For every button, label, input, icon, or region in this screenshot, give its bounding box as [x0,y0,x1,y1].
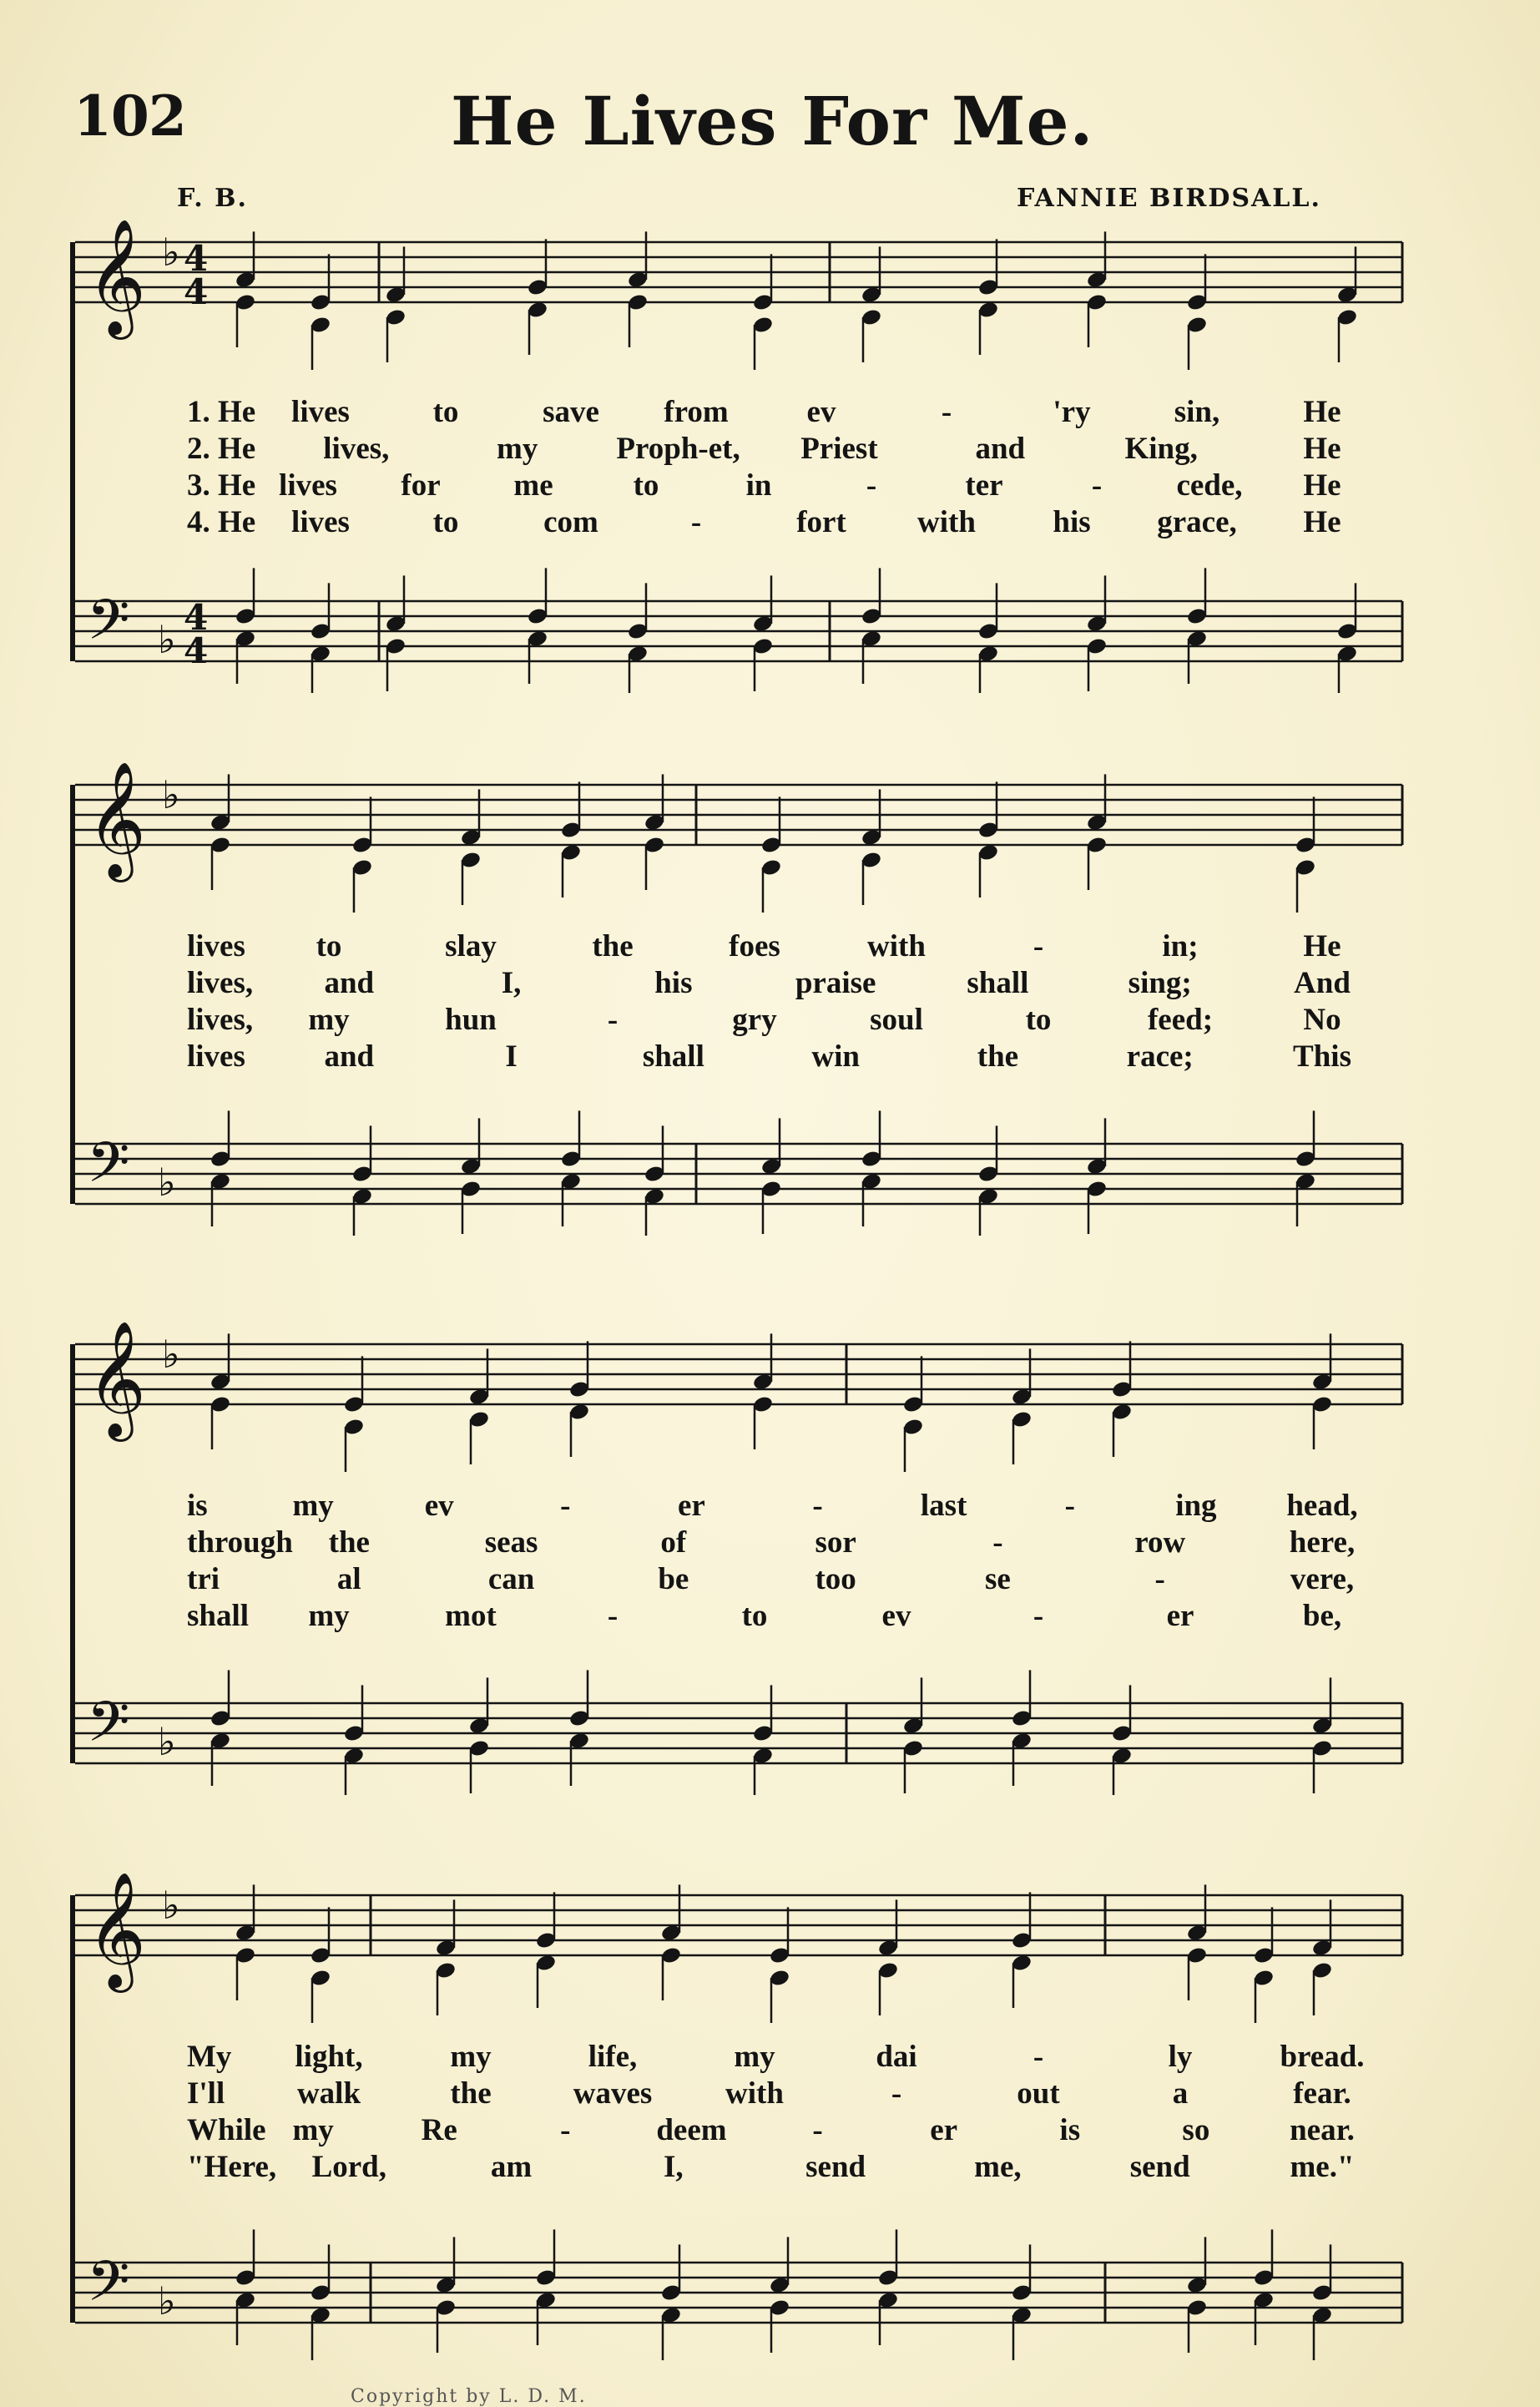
lyric-syllable: near. [1290,2113,1355,2147]
lyric-syllable: - [1154,1562,1165,1596]
lyric-syllable: lives [291,505,350,539]
lyric-syllable: head, [1286,1489,1358,1523]
key-signature-flat: ♭ [162,1883,180,1928]
lyric-syllable: - [1064,1489,1075,1523]
lyric-syllable: me." [1290,2150,1355,2184]
key-signature-flat: ♭ [158,617,176,662]
lyric-syllable: And [1294,966,1351,1000]
lyric-syllable: my [308,1003,350,1037]
lyric-syllable: - [866,468,877,503]
lyric-syllable: 'ry [1053,395,1091,429]
lyric-line-verse-4 [70,2149,1411,2186]
time-signature: 4 [184,630,209,671]
lyric-syllable: his [1053,505,1091,539]
composer-credit: FANNIE BIRDSALL. [1017,184,1321,213]
lyric-syllable: light, [295,2040,363,2074]
lyric-syllable: slay [445,929,497,963]
lyric-syllable: I, [664,2150,684,2184]
lyric-syllable: lives [187,1039,245,1074]
lyric-syllable: hun [445,1003,497,1037]
lyric-syllable: ter [965,468,1003,503]
lyric-line-verse-4 [70,504,1411,541]
lyric-syllable: sor [815,1525,856,1560]
lyric-syllable: 4. He [187,505,256,539]
lyric-syllable: me [513,468,553,503]
lyric-syllable: ing [1175,1489,1217,1523]
lyric-syllable: er [678,1489,705,1523]
lyric-syllable: and [324,966,375,1000]
lyric-syllable: send [1129,2150,1190,2184]
treble-clef: 𝄞 [87,219,146,335]
music-system-3 [70,1319,1411,1795]
lyric-syllable: ly [1168,2040,1193,2074]
lyric-syllable: foes [729,929,780,963]
lyric-syllable: lives [279,468,337,503]
lyric-syllable: my [497,432,538,466]
lyric-line-verse-3 [70,1002,1411,1039]
lyric-syllable: This [1293,1039,1351,1074]
lyric-syllable: - [607,1599,619,1633]
lyric-syllable: dai [876,2040,917,2074]
lyric-syllable: - [690,505,702,539]
lyric-syllable: to [432,505,459,539]
key-signature-flat: ♭ [162,1332,180,1377]
lyric-syllable: - [1033,2040,1044,2074]
lyric-syllable: - [607,1003,619,1037]
lyric-line-verse-3 [70,468,1411,504]
bass-clef: 𝄢 [87,1130,130,1208]
lyric-syllable: King, [1124,432,1198,466]
lyric-line-verse-1 [70,394,1411,431]
lyric-syllable: My [187,2040,232,2074]
lyric-syllable: mot [445,1599,497,1633]
lyric-syllable: He [1303,468,1341,503]
music-system-4 [70,1870,1411,2371]
lyric-syllable: lives, [323,432,390,466]
lyric-syllable: ev [881,1599,911,1633]
lyric-syllable: lives, [187,966,254,1000]
lyric-syllable: with [725,2076,784,2111]
lyric-line-verse-2 [70,965,1411,1002]
lyric-syllable: Priest [800,432,878,466]
lyric-syllable: walk [296,2076,361,2111]
key-signature-flat: ♭ [158,1160,176,1205]
lyric-syllable: - [560,2113,571,2147]
hymn-title: He Lives For Me. [451,82,1094,160]
bass-clef: 𝄢 [87,1690,130,1767]
time-signature: 4 [184,271,209,312]
lyric-syllable: too [815,1562,856,1596]
lyric-syllable: race; [1126,1039,1194,1074]
lyric-syllable: - [992,1525,1003,1560]
lyric-syllable: to [741,1599,768,1633]
lyric-syllable: shall [967,966,1029,1000]
lyric-syllable: - [812,2113,823,2147]
lyric-syllable: I'll [187,2076,225,2111]
lyric-syllable: can [487,1562,535,1596]
key-signature-flat: ♭ [158,1719,176,1764]
lyric-syllable: He [1303,505,1341,539]
page-number: 102 [73,83,186,149]
lyric-syllable: bread. [1280,2040,1365,2074]
lyric-line-verse-1 [70,1488,1411,1525]
lyric-line-verse-3 [70,1561,1411,1598]
lyric-syllable: vere, [1290,1562,1355,1596]
lyric-syllable: sing; [1128,966,1192,1000]
lyric-syllable: He [1303,395,1341,429]
lyric-syllable: from [664,395,729,429]
lyric-syllable: I [505,1039,518,1074]
lyric-syllable: He [1303,929,1341,963]
lyric-syllable: out [1017,2076,1060,2111]
lyric-syllable: shall [642,1039,704,1074]
lyric-syllable: ev [424,1489,454,1523]
treble-clef: 𝄞 [87,761,146,877]
lyric-syllable: shall [187,1599,250,1633]
lyric-syllable: feed; [1147,1003,1214,1037]
lyric-syllable: my [292,1489,334,1523]
lyric-syllable: so [1182,2113,1210,2147]
lyric-syllable: seas [484,1525,538,1560]
lyric-syllable: grace, [1157,505,1237,539]
lyric-syllable: the [328,1525,370,1560]
lyric-syllable: - [891,2076,902,2111]
lyric-syllable: gry [732,1003,777,1037]
lyric-line-verse-1 [70,928,1411,965]
copyright-footer: Copyright by L. D. M. [351,2386,587,2407]
lyric-line-verse-2 [70,2076,1411,2112]
lyric-syllable: tri [187,1562,220,1596]
lyric-syllable: to [1025,1003,1052,1037]
lyric-syllable: cede, [1176,468,1243,503]
lyric-syllable: and [975,432,1026,466]
lyric-syllable: He [1303,432,1341,466]
lyric-syllable: is [187,1489,208,1523]
time-signature: 4 [184,597,209,638]
lyric-syllable: praise [795,966,876,1000]
lyric-syllable: my [292,2113,334,2147]
lyric-syllable: here, [1289,1525,1356,1560]
lyric-syllable: soul [870,1003,923,1037]
music-system-1 [70,217,1411,693]
lyric-syllable: While [187,2113,266,2147]
lyric-syllable: and [324,1039,375,1074]
lyric-line-verse-1 [70,2039,1411,2076]
lyric-syllable: Re [421,2113,457,2147]
lyric-line-verse-4 [70,1039,1411,1075]
lyric-syllable: be, [1302,1599,1342,1633]
lyric-syllable: - [1033,1599,1044,1633]
lyric-line-verse-4 [70,1598,1411,1635]
lyric-syllable: I, [501,966,522,1000]
lyric-syllable: lives, [187,1003,254,1037]
treble-clef: 𝄞 [87,1872,146,1988]
lyric-syllable: al [336,1562,361,1596]
lyric-syllable: me, [974,2150,1022,2184]
lyric-syllable: lives [291,395,350,429]
bass-clef: 𝄢 [87,588,130,665]
lyric-syllable: send [805,2150,866,2184]
lyric-syllable: my [450,2040,492,2074]
lyric-syllable: - [1033,929,1044,963]
lyric-syllable: with [867,929,926,963]
lyric-syllable: the [977,1039,1019,1074]
lyric-syllable: to [316,929,342,963]
bass-clef: 𝄢 [87,2249,130,2327]
lyric-syllable: in [745,468,772,503]
lyric-syllable: my [308,1599,350,1633]
lyric-syllable: Lord, [311,2150,386,2184]
lyric-syllable: 2. He [187,432,256,466]
lyric-syllable: fort [796,505,846,539]
lyric-syllable: sin, [1174,395,1220,429]
lyric-syllable: No [1303,1003,1341,1037]
lyric-syllable: - [812,1489,823,1523]
lyric-syllable: Proph-et, [616,432,740,466]
lyric-syllable: to [633,468,659,503]
lyric-syllable: com [543,505,598,539]
lyric-syllable: a [1172,2076,1189,2111]
lyric-syllable: er [930,2113,958,2147]
lyric-syllable: ev [806,395,836,429]
treble-clef: 𝄞 [87,1321,146,1437]
lyric-syllable: waves [573,2076,653,2111]
lyric-line-verse-2 [70,1525,1411,1561]
lyric-syllable: - [941,395,952,429]
key-signature-flat: ♭ [162,772,180,817]
lyric-syllable: the [450,2076,492,2111]
lyric-line-verse-3 [70,2112,1411,2149]
lyric-syllable: be [658,1562,689,1596]
lyric-syllable: "Here, [187,2150,277,2184]
lyric-syllable: in; [1162,929,1199,963]
lyric-syllable: row [1134,1525,1186,1560]
lyric-syllable: with [917,505,976,539]
lyric-syllable: - [1091,468,1103,503]
lyric-syllable: to [432,395,459,429]
lyric-syllable: 1. He [187,395,256,429]
time-signature: 4 [184,238,209,279]
key-signature-flat: ♭ [162,230,180,275]
lyric-syllable: fear. [1293,2076,1351,2111]
lyric-syllable: last [920,1489,967,1523]
lyric-syllable: save [543,395,599,429]
lyric-syllable: deem [656,2113,727,2147]
lyric-syllable: win [811,1039,860,1074]
lyric-syllable: er [1166,1599,1194,1633]
lyric-syllable: am [490,2150,533,2184]
lyric-syllable: 3. He [187,468,256,503]
lyric-syllable: - [560,1489,571,1523]
lyric-syllable: for [401,468,441,503]
lyric-syllable: the [592,929,634,963]
lyric-syllable: life, [588,2040,638,2074]
lyric-syllable: my [734,2040,775,2074]
key-signature-flat: ♭ [158,2278,176,2324]
lyric-syllable: se [985,1562,1011,1596]
lyric-syllable: through [187,1525,293,1560]
lyric-syllable: of [660,1525,687,1560]
lyric-syllable: his [654,966,693,1000]
music-system-2 [70,760,1411,1236]
lyric-syllable: is [1059,2113,1081,2147]
lyric-line-verse-2 [70,431,1411,468]
lyric-syllable: lives [187,929,245,963]
lyricist-initials: F. B. [177,184,248,213]
